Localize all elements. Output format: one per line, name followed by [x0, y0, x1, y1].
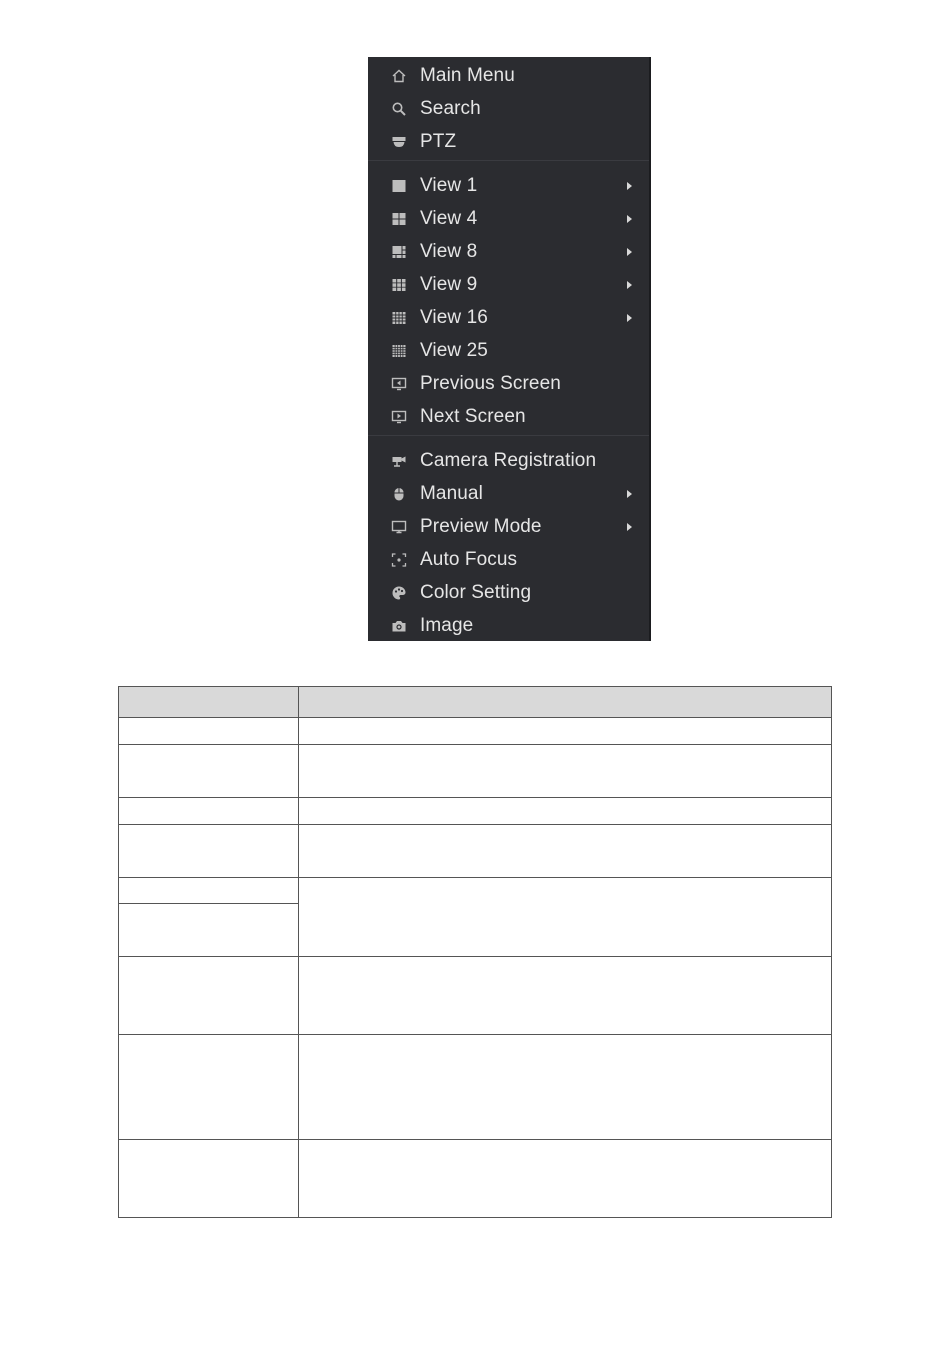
search-icon: [391, 101, 407, 117]
table-row: [119, 878, 832, 904]
menu-item-view-9[interactable]: [368, 268, 649, 301]
menu-item-main-menu[interactable]: [368, 59, 649, 92]
ptz-camera-icon: [391, 134, 407, 150]
table-cell: [119, 825, 299, 878]
table-row: [119, 1140, 832, 1218]
menu-item-auto-focus[interactable]: [368, 543, 649, 576]
table-cell: [119, 1140, 299, 1218]
menu-item-label: Image: [420, 615, 474, 636]
submenu-arrow-icon: [627, 248, 632, 256]
menu-item-view-16[interactable]: [368, 301, 649, 334]
table-header-cell: [299, 687, 832, 718]
submenu-arrow-icon: [627, 490, 632, 498]
menu-item-label: View 4: [420, 208, 478, 229]
view-1-icon: [391, 178, 407, 194]
menu-item-label: View 8: [420, 241, 478, 262]
next-screen-icon: [391, 409, 407, 425]
table-row: [119, 745, 832, 798]
table-row: [119, 798, 832, 825]
menu-item-view-8[interactable]: [368, 235, 649, 268]
table-cell: [119, 878, 299, 904]
table-row: [119, 957, 832, 1035]
table-row: [119, 1035, 832, 1140]
menu-item-camera-registration[interactable]: [368, 444, 649, 477]
menu-item-previous-screen[interactable]: [368, 367, 649, 400]
image-camera-icon: [391, 618, 407, 634]
table-cell: [119, 957, 299, 1035]
submenu-arrow-icon: [627, 281, 632, 289]
table-cell: [119, 904, 299, 957]
menu-item-label: Main Menu: [420, 65, 515, 86]
menu-item-image[interactable]: [368, 609, 649, 642]
menu-item-color-setting[interactable]: [368, 576, 649, 609]
table-cell: [299, 745, 832, 798]
color-setting-icon: [391, 585, 407, 601]
submenu-arrow-icon: [627, 523, 632, 531]
menu-item-label: View 9: [420, 274, 478, 295]
table-cell: [299, 878, 832, 957]
menu-item-view-4[interactable]: [368, 202, 649, 235]
menu-item-label: Previous Screen: [420, 373, 561, 394]
table-cell: [119, 1035, 299, 1140]
context-menu: [368, 57, 651, 641]
view-4-icon: [391, 211, 407, 227]
table-cell: [299, 1035, 832, 1140]
view-9-icon: [391, 277, 407, 293]
menu-item-label: PTZ: [420, 131, 457, 152]
table-cell: [299, 1140, 832, 1218]
view-16-icon: [391, 310, 407, 326]
table-cell: [119, 745, 299, 798]
table-cell: [299, 957, 832, 1035]
menu-item-view-1[interactable]: [368, 169, 649, 202]
menu-item-preview-mode[interactable]: [368, 510, 649, 543]
menu-item-label: Manual: [420, 483, 483, 504]
table-row: [119, 718, 832, 745]
view-25-icon: [391, 343, 407, 359]
table-cell: [299, 798, 832, 825]
table-row: [119, 825, 832, 878]
menu-item-ptz[interactable]: [368, 125, 649, 158]
menu-item-label: View 16: [420, 307, 488, 328]
submenu-arrow-icon: [627, 314, 632, 322]
menu-item-manual[interactable]: [368, 477, 649, 510]
menu-item-label: Auto Focus: [420, 549, 518, 570]
view-8-icon: [391, 244, 407, 260]
menu-item-label: Next Screen: [420, 406, 526, 427]
menu-item-label: Search: [420, 98, 481, 119]
submenu-arrow-icon: [627, 182, 632, 190]
manual-icon: [391, 486, 407, 502]
table-cell: [299, 825, 832, 878]
menu-separator: [368, 160, 649, 169]
menu-separator: [368, 435, 649, 444]
menu-item-next-screen[interactable]: [368, 400, 649, 433]
table-cell: [299, 718, 832, 745]
menu-item-label: Color Setting: [420, 582, 532, 603]
home-icon: [391, 68, 407, 84]
table-cell: [119, 798, 299, 825]
preview-mode-icon: [391, 519, 407, 535]
previous-screen-icon: [391, 376, 407, 392]
table-cell: [119, 718, 299, 745]
table-header-row: [119, 687, 832, 718]
submenu-arrow-icon: [627, 215, 632, 223]
auto-focus-icon: [391, 552, 407, 568]
camera-registration-icon: [391, 453, 407, 469]
menu-item-view-25[interactable]: [368, 334, 649, 367]
menu-item-label: Camera Registration: [420, 450, 597, 471]
table-header-cell: [119, 687, 299, 718]
menu-item-search[interactable]: [368, 92, 649, 125]
menu-item-label: Preview Mode: [420, 516, 542, 537]
menu-description-table: [118, 686, 832, 1218]
menu-item-label: View 1: [420, 175, 478, 196]
menu-item-label: View 25: [420, 340, 488, 361]
